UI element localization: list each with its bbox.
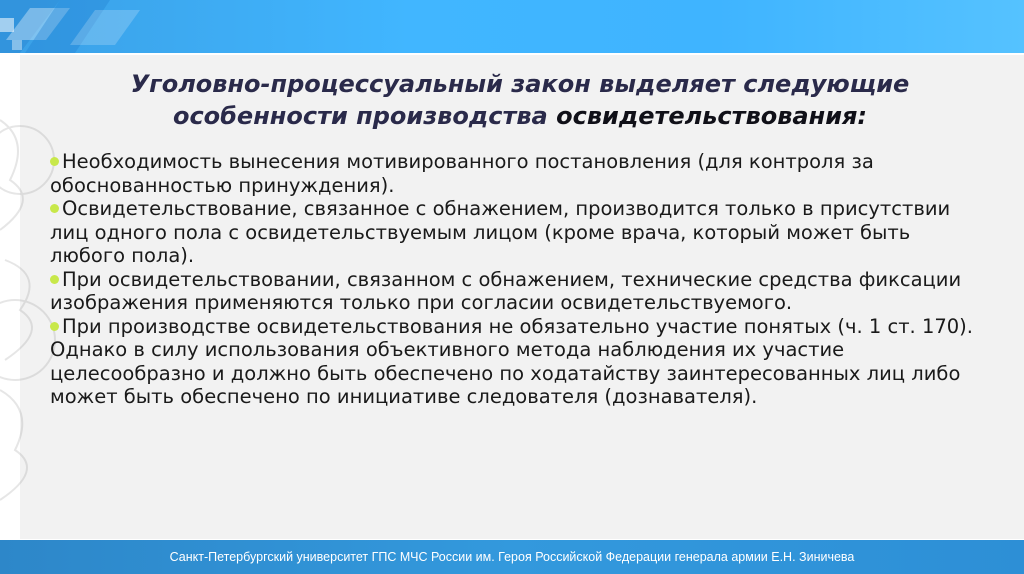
- bullet-dot-icon: [50, 322, 59, 331]
- bullet-item: [50, 268, 990, 315]
- bullet-text: При освидетельствовании, связанном с обнажением, технические средства фиксации изображения применяются только при согласии освидетельствуемого.: [50, 267, 962, 314]
- bullet-text: При производстве освидетельствования не обязательно участие понятых (ч. 1 ст. 170). Однако в силу использования объективного метода наблюдения их участие целесообразно и должно быть обеспечено по ходатайству заинтересованных лиц либо может быть обеспечено по инициативе следователя (дознавателя).: [50, 314, 973, 408]
- slide-title-emphasis: освидетельствования:: [556, 102, 868, 130]
- bullet-item: [50, 197, 990, 268]
- bullet-item: [50, 315, 990, 409]
- bullet-list: [50, 150, 990, 409]
- header-banner: [0, 0, 1024, 53]
- bullet-item: [50, 150, 990, 197]
- footer-text: Санкт-Петербургский университет ГПС МЧС России им. Героя Российской Федерации генерала армии Е.Н. Зиничева: [169, 550, 855, 564]
- slide-title-lead: Уголовно-процессуальный закон выделяет следующие особенности производства: [130, 70, 910, 130]
- bullet-dot-icon: [50, 275, 59, 284]
- bullet-text: Необходимость вынесения мотивированного постановления (для контроля за обоснованностью принуждения).: [50, 150, 874, 197]
- bullet-dot-icon: [50, 204, 59, 213]
- bullet-text: Освидетельствование, связанное с обнажением, производится только в присутствии лиц одного пола с освидетельствуемым лицом (кроме врача, который может быть любого пола).: [50, 197, 951, 267]
- header-stripes-decoration: [0, 0, 1024, 53]
- bullet-dot-icon: [50, 157, 59, 166]
- slide-title: [60, 68, 980, 132]
- footer-banner: [0, 540, 1024, 574]
